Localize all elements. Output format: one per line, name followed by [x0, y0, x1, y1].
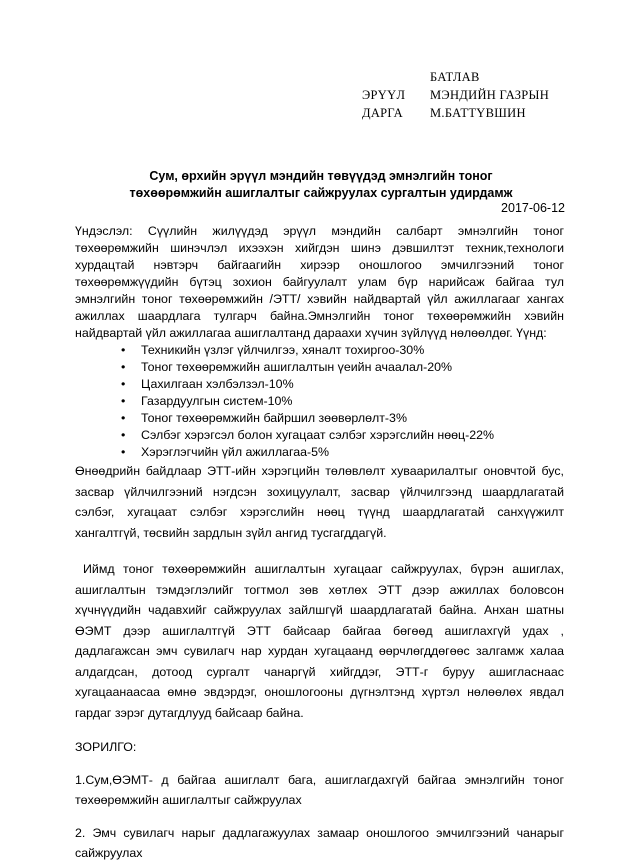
title-line-1: Сум, өрхийн эрүүл мэндийн төвүүдэд эмнэлгийн тоног: [149, 169, 493, 183]
goal-heading: ЗОРИЛГО:: [75, 740, 137, 754]
bullet-icon: •: [121, 411, 126, 425]
factor-text-3: Цахилгаан хэлбэлзэл-10%: [141, 377, 294, 391]
approval-block: [362, 68, 572, 122]
goal-item-1: 1.Сум,ӨЭМТ- д байгаа ашиглалт бага, ашиглагдахгүй байгаа эмнэлгийн тоног төхөөрөмжийн ашиглалтыг сайжруулах: [75, 772, 564, 807]
approval-heading-row: [362, 68, 572, 86]
factor-text-2: Тоног төхөөрөмжийн ашиглалтын үеийн ачаалал-20%: [141, 360, 453, 374]
factor-list: [75, 342, 564, 461]
approval-heading: БАТЛАВ: [430, 70, 480, 84]
document-date: 2017-06-12: [501, 201, 565, 215]
goal-item-2: 2. Эмч сувилагч нарыг дадлагажуулах замаар оношлогоо эмчилгээний чанарыг сайжруулах: [75, 825, 564, 860]
factor-text-5: Тоног төхөөрөмжийн байршил зөөвөрлөлт-3%: [141, 411, 407, 425]
approval-label-1: ЭРҮҮЛ: [362, 88, 406, 102]
bullet-icon: •: [121, 428, 126, 442]
factor-item-3: [121, 376, 564, 393]
document-body: [75, 223, 564, 864]
factor-item-6: [121, 427, 564, 444]
approval-value-2: М.БАТТҮВШИН: [430, 106, 526, 120]
factor-text-6: Сэлбэг хэрэгсэл болон хугацаат сэлбэг хэрэгслийн нөөц-22%: [141, 428, 495, 442]
approval-row-2: [362, 104, 572, 122]
bullet-icon: •: [121, 394, 126, 408]
title-line-2: төхөөрөмжийн ашиглалтыг сайжруулах сургалтын удирдамж: [129, 186, 513, 200]
factor-text-7: Хэрэглэгчийн үйл ажиллагаа-5%: [141, 445, 330, 459]
bullet-icon: •: [121, 445, 126, 459]
paragraph-problems: Иймд тоног төхөөрөмжийн ашиглалтын хугацааг сайжруулах, бүрэн ашиглах, ашиглалтын тэмдэглэлийг тогтмол зөв хөтлөх ЭТТ дээр ажиллах боловсон хүчнүүдийн чадавхийг сайжруулах зайлшгүй шаардлагатай байна. Анхан шатны ӨЭМТ дээр ашиглалтгүй ЭТТ байсаар байгаа бөгөөд ашиглахгүй удах , дадлагажсан эмч сувилагч нар хурдан хугацаанд өөрчлөгддөгөөс залгамж халаа алдагдсан, дотоод сургалт чанаргүй хийгддэг, ЭТТ-г буруу ашигласнаас хугацаанаасаа өмнө эвдэрдэг, оношлогооны дүгнэлтэнд хүртэл нөлөөлөх явдал гардаг зэрэг дутагдлууд байсаар байна.: [75, 562, 564, 720]
factor-item-5: [121, 410, 564, 427]
bullet-icon: •: [121, 377, 126, 391]
factor-text-1: Техникийн үзлэг үйлчилгээ, хяналт тохиргоо-30%: [141, 343, 425, 357]
document-title: [76, 168, 566, 202]
bullet-icon: •: [121, 360, 126, 374]
intro-paragraph: Үндэслэл: Сүүлийн жилүүдэд эрүүл мэндийн салбарт эмнэлгийн тоног төхөөрөмжийн шинэчлэл ихээхэн хийгдэн шинэ дэвшилтэт техник,технологи хурдацтай нэвтэрч байгаагийн хирээр оношлогоо эмчилгээний тоног төхөөрөмжүүдийн бүтэц зохион байгуулалт улам бүр нарийсаж байгаа тул эмнэлгийн тоног төхөөрөмжийн /ЭТТ/ хэвийн найдвартай үйл ажиллагааг хангах ажиллах шаардлага тулгарч байна.Эмнэлгийн тоног төхөөрөмжийн хэвийн найдвартай үйл ажиллагаа ашиглалтанд дараахи хүчин зүйлүүд нөлөөлдөг. Үүнд:: [75, 224, 564, 340]
approval-label-2: ДАРГА: [362, 106, 403, 120]
bullet-icon: •: [121, 343, 126, 357]
approval-row-1: [362, 86, 572, 104]
factor-item-4: [121, 393, 564, 410]
factor-item-2: [121, 359, 564, 376]
factor-item-7: [121, 444, 564, 461]
approval-value-1: МЭНДИЙН ГАЗРЫН: [430, 88, 550, 102]
factor-text-4: Газардуулгын систем-10%: [141, 394, 293, 408]
factor-item-1: [121, 342, 564, 359]
paragraph-current-state: Өнөөдрийн байдлаар ЭТТ-ийн хэрэгцийн төлөвлөлт хуваарилалтыг оновчтой бус, засвар үйлчилгээний нэгдсэн зохицуулалт, засвар үйлчилгээнд шаардлагатай сэлбэг, хугацаат сэлбэг хэрэгслийн нөөц түүнд шаардлагатай санхүүжилт хангалтгүй, төсвийн зардлын зүйл ангид тусгагддагүй.: [75, 464, 564, 540]
